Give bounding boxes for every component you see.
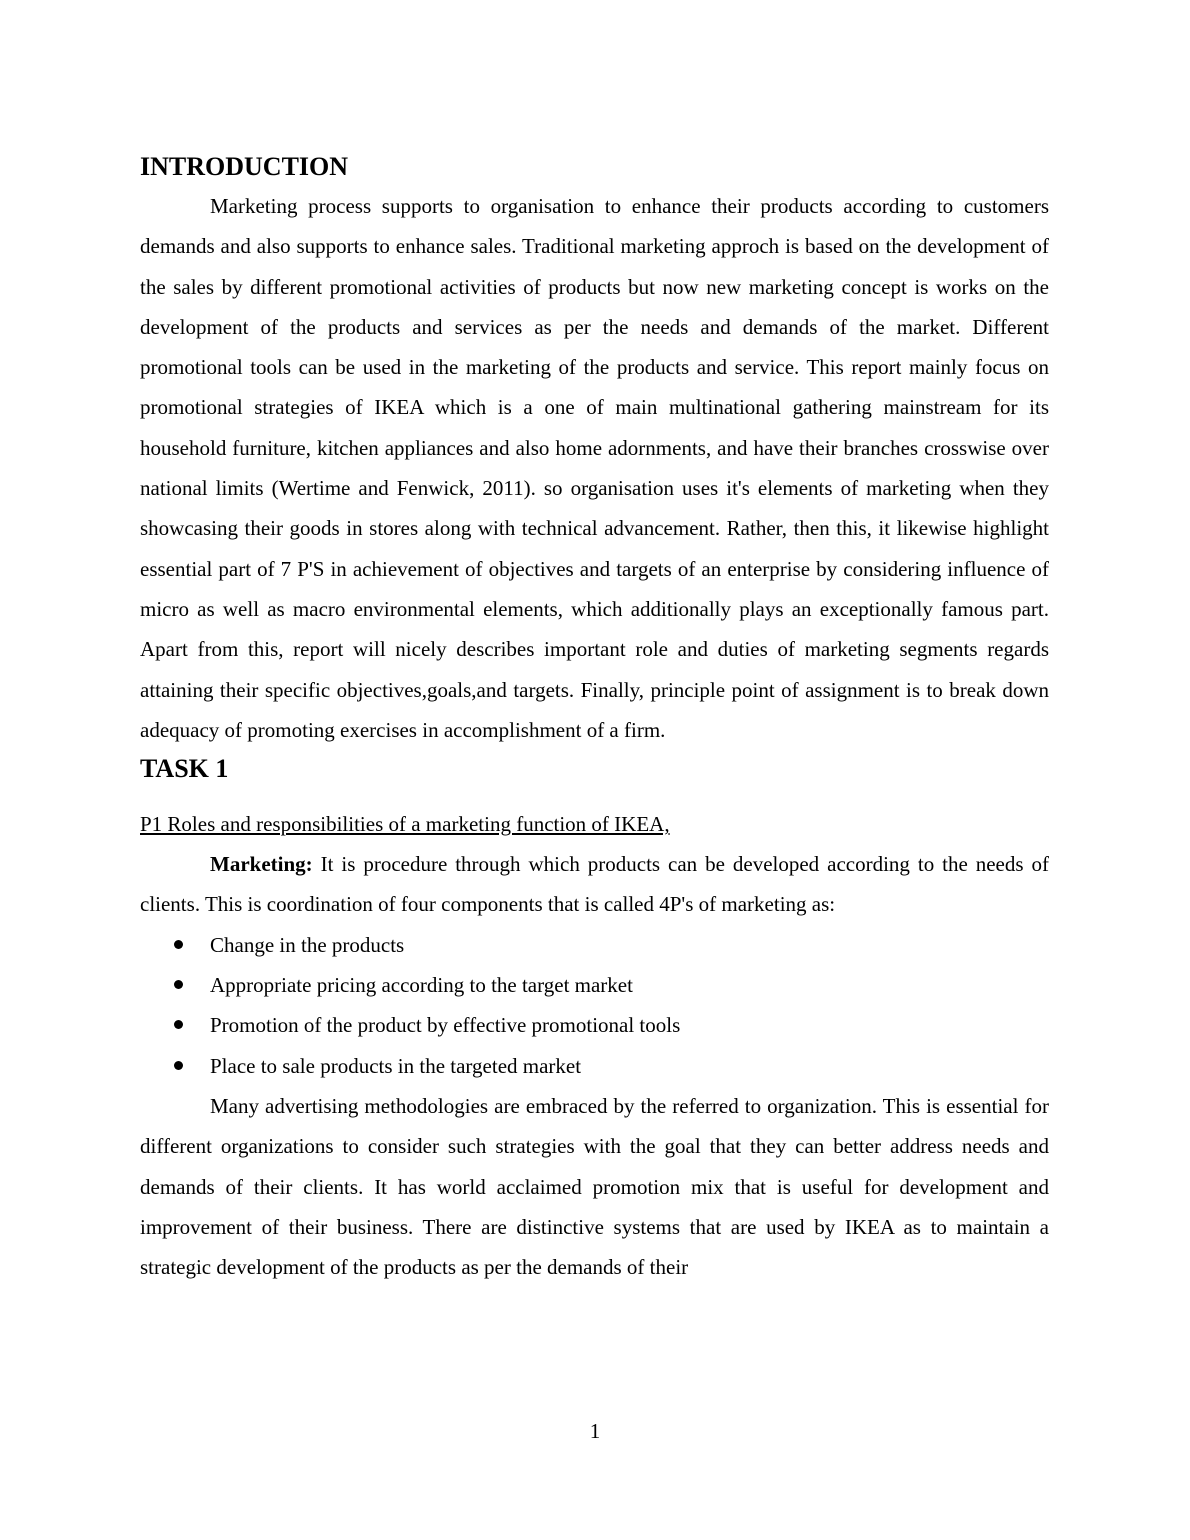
bullet-icon <box>174 980 183 989</box>
strategies-paragraph: Many advertising methodologies are embraced by the referred to organization. This is essential for different organizations to consider such strategies with the goal that they can better address needs and demands of their clients. It has world acclaimed promotion mix that is useful for development and improvement of their business. There are distinctive systems that are used by IKEA as to maintain a strategic development of the products as per the demands of their <box>140 1093 1049 1280</box>
introduction-paragraph: Marketing process supports to organisation to enhance their products according to customers demands and also supports to enhance sales. Traditional marketing approch is based on the development of the sales by different promotional activities of products but now new marketing concept is works on the development of the products and services as per the needs and demands of the market. Different promotional tools can be used in the marketing of the products and service. This report mainly focus on promotional strategies of IKEA which is a one of main multinational gathering mainstream for its household furniture, kitchen appliances and also home adornments, and have their branches crosswise over national limits (Wertime and Fenwick, 2011). so organisation uses it's elements of marketing when they showcasing their goods in stores along with technical advancement. Rather, then this, it likewise highlight essential part of 7 P'S in achievement of objectives and targets of an enterprise by considering influence of micro as well as macro environmental elements, which additionally plays an exceptionally famous part. Apart from this, report will nicely describes important role and duties of marketing segments regards attaining their specific objectives,goals,and targets. Finally, principle point of assignment is to break down adequacy of promoting exercises in accomplishment of a firm. <box>140 194 1049 742</box>
task1-heading: TASK 1 <box>140 754 229 784</box>
list-item <box>140 965 1049 1005</box>
marketing-definition-text: It is procedure through which products can be developed according to the needs of clients. This is coordination of four components that is called 4P's of marketing as: <box>140 852 1049 917</box>
marketing-lead-term: Marketing: <box>210 852 313 877</box>
task1-subheading: P1 Roles and responsibilities of a marketing function of IKEA, <box>140 812 670 837</box>
page-content <box>140 148 1049 1287</box>
four-ps-list <box>140 925 1049 1086</box>
page-number: 1 <box>589 1419 601 1443</box>
bullet-icon <box>174 940 183 949</box>
list-item <box>140 1046 1049 1086</box>
marketing-definition-paragraph <box>140 844 1049 925</box>
list-item-text: Change in the products <box>210 932 405 957</box>
list-item <box>140 925 1049 965</box>
introduction-heading: INTRODUCTION <box>140 152 349 181</box>
list-item-text: Appropriate pricing according to the target market <box>210 973 633 998</box>
bullet-icon <box>174 1020 183 1029</box>
list-item-text: Place to sale products in the targeted market <box>210 1053 582 1078</box>
bullet-icon <box>174 1061 183 1070</box>
list-item <box>140 1005 1049 1045</box>
list-item-text: Promotion of the product by effective promotional tools <box>210 1013 681 1038</box>
